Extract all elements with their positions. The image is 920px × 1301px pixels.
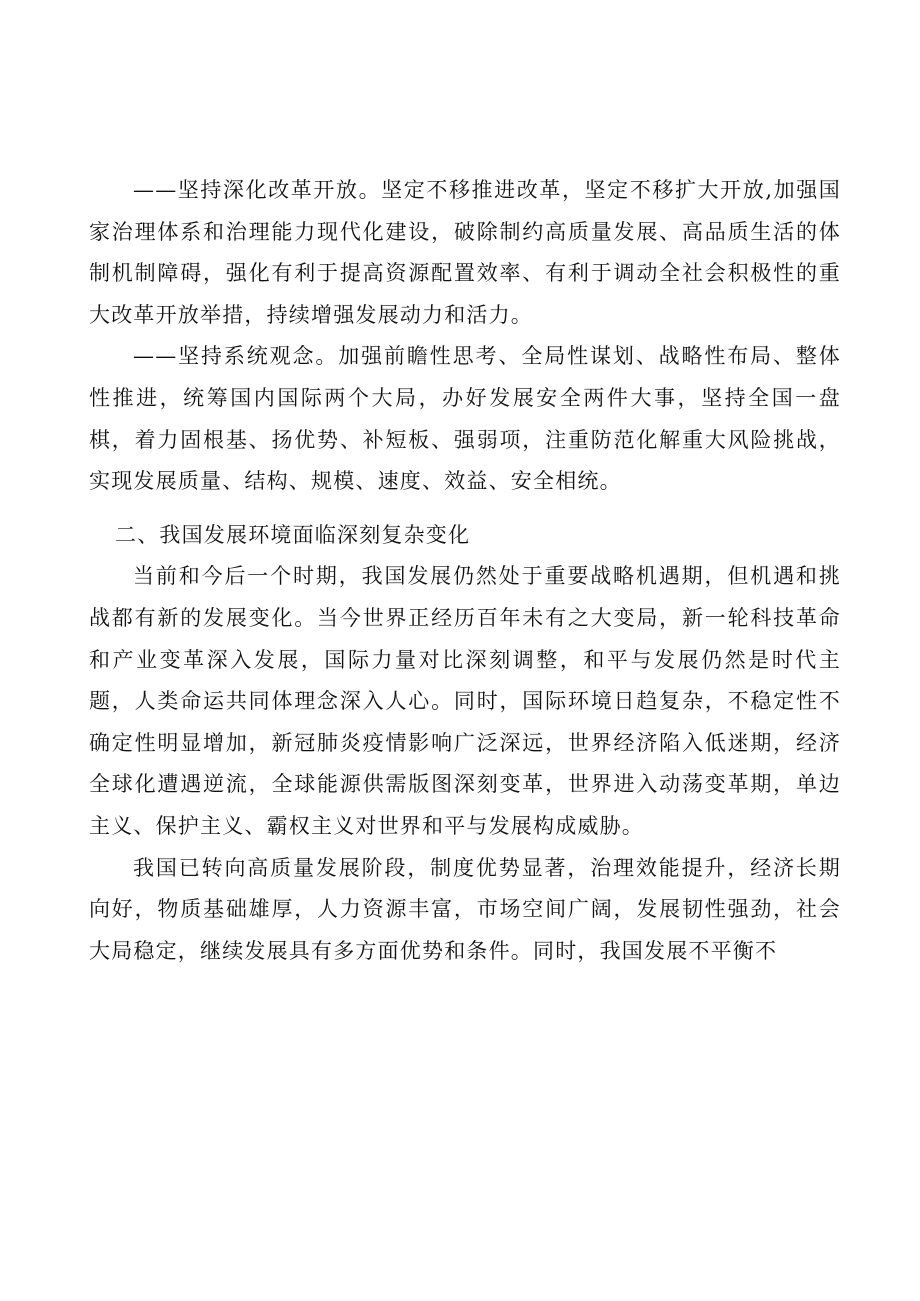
section-heading: 二、我国发展环境面临深刻复杂变化 [115, 522, 471, 547]
paragraph-high-quality-stage: 我国已转向高质量发展阶段，制度优势显著，治理效能提升，经济长期向好，物质基础雄厚，人力资源丰富，市场空间广阔，发展韧性强劲，社会大局稳定，继续发展具有多方面优势和条件。同时，我国发展不平衡不 [89, 855, 841, 963]
paragraph-environment: 当前和今后一个时期，我国发展仍然处于重要战略机遇期，但机遇和挑战都有新的发展变化。当今世界正经历百年未有之大变局，新一轮科技革命和产业变革深入发展，国际力量对比深刻调整，和平与发展仍然是时代主题，人类命运共同体理念深入人心。同时，国际环境日趋复杂，不稳定性不确定性明显增加，新冠肺炎疫情影响广泛深远，世界经济陷入低迷期，经济全球化遭遇逆流，全球能源供需版图深刻变革，世界进入动荡变革期，单边主义、保护主义、霸权主义对世界和平与发展构成威胁。 [89, 564, 841, 838]
document-body [89, 170, 841, 972]
paragraph-systems-view: ——坚持系统观念。加强前瞻性思考、全局性谋划、战略性布局、整体性推进，统筹国内国际两个大局，办好发展安全两件大事，坚持全国一盘棋，着力固根基、扬优势、补短板、强弱项，注重防范化解重大风险挑战，实现发展质量、结构、规模、速度、效益、安全相统。 [89, 344, 841, 494]
paragraph-reform-opening: ——坚持深化改革开放。坚定不移推进改革，坚定不移扩大开放,加强国家治理体系和治理能力现代化建设，破除制约高质量发展、高品质生活的体制机制障碍，强化有利于提高资源配置效率、有利于调动全社会积极性的重大改革开放举措，持续增强发展动力和活力。 [89, 178, 841, 327]
